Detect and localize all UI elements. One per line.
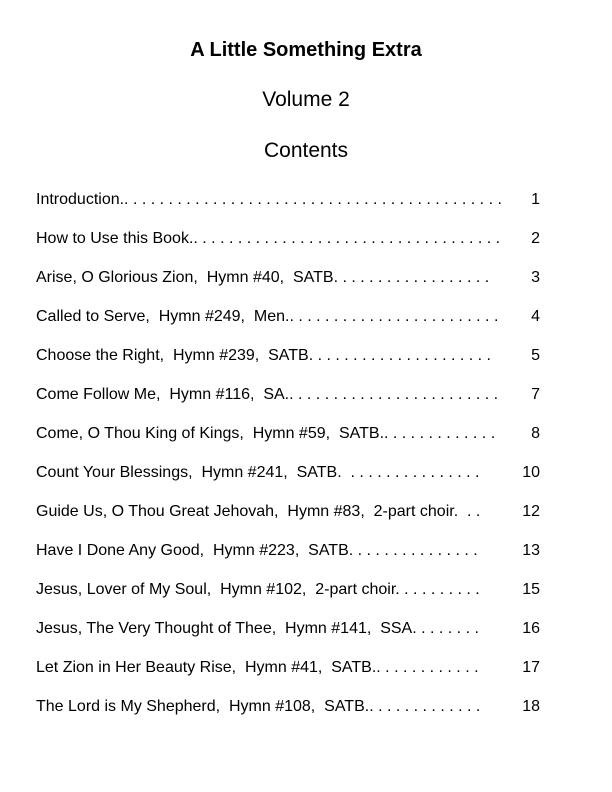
toc-entry bbox=[36, 422, 540, 461]
toc-entry-label: How to Use this Book.. . . . . . . . . . . . . . . . . . . . . . . . . . . . . . . . . . . bbox=[36, 230, 501, 247]
toc-entry-label: Let Zion in Her Beauty Rise, Hymn #41, SATB.. . . . . . . . . . . . bbox=[36, 659, 479, 676]
toc-entry-label: Jesus, The Very Thought of Thee, Hymn #141, SSA. . . . . . . . bbox=[36, 620, 479, 637]
toc-entry-page: 13 bbox=[522, 542, 540, 559]
toc-entry-label: Jesus, Lover of My Soul, Hymn #102, 2-part choir. . . . . . . . . . bbox=[36, 581, 480, 598]
toc-entry-page: 15 bbox=[522, 581, 540, 598]
toc-entry bbox=[36, 539, 540, 578]
toc-entry-page: 16 bbox=[522, 620, 540, 637]
toc-entry bbox=[36, 461, 540, 500]
toc-entry-page: 4 bbox=[531, 308, 540, 325]
toc-entry bbox=[36, 305, 540, 344]
toc-entry-label: Called to Serve, Hymn #249, Men.. . . . . . . . . . . . . . . . . . . . . . . . bbox=[36, 308, 499, 325]
toc-entry-label: Count Your Blessings, Hymn #241, SATB. . . . . . . . . . . . . . . . bbox=[36, 464, 480, 481]
toc-entry-label: Have I Done Any Good, Hymn #223, SATB. . . . . . . . . . . . . . . bbox=[36, 542, 478, 559]
toc-entry-page: 2 bbox=[531, 230, 540, 247]
contents-heading: Contents bbox=[263, 139, 349, 162]
toc-entry-page: 5 bbox=[531, 347, 540, 364]
toc-entry-label: Guide Us, O Thou Great Jehovah, Hymn #83, 2-part choir. . . bbox=[36, 503, 481, 520]
toc-entry bbox=[36, 188, 540, 227]
toc-entry-page: 3 bbox=[531, 269, 540, 286]
toc-entry bbox=[36, 695, 540, 734]
toc-entry-page: 10 bbox=[522, 464, 540, 481]
volume-label: Volume 2 bbox=[262, 88, 350, 111]
toc-entry bbox=[36, 656, 540, 695]
toc-entry-label: Come, O Thou King of Kings, Hymn #59, SATB.. . . . . . . . . . . . . bbox=[36, 425, 496, 442]
toc-entry-label: Choose the Right, Hymn #239, SATB. . . . . . . . . . . . . . . . . . . . . bbox=[36, 347, 491, 364]
toc-entry bbox=[36, 617, 540, 656]
toc-entry-page: 1 bbox=[531, 191, 540, 208]
toc-entry-page: 17 bbox=[522, 659, 540, 676]
toc-entry-page: 12 bbox=[522, 503, 540, 520]
table-of-contents bbox=[36, 188, 540, 734]
toc-entry-label: Arise, O Glorious Zion, Hymn #40, SATB. . . . . . . . . . . . . . . . . . bbox=[36, 269, 490, 286]
toc-entry-label: The Lord is My Shepherd, Hymn #108, SATB.. . . . . . . . . . . . . bbox=[36, 698, 481, 715]
toc-entry-page: 8 bbox=[531, 425, 540, 442]
toc-entry bbox=[36, 344, 540, 383]
toc-entry bbox=[36, 227, 540, 266]
toc-entry bbox=[36, 266, 540, 305]
toc-entry-page: 18 bbox=[522, 698, 540, 715]
toc-entry-label: Introduction.. . . . . . . . . . . . . . . . . . . . . . . . . . . . . . . . . . . . . . . . . . . bbox=[36, 191, 502, 208]
toc-entry bbox=[36, 578, 540, 617]
document-title: A Little Something Extra bbox=[190, 39, 422, 61]
toc-entry bbox=[36, 383, 540, 422]
toc-entry bbox=[36, 500, 540, 539]
toc-entry-label: Come Follow Me, Hymn #116, SA.. . . . . . . . . . . . . . . . . . . . . . . . bbox=[36, 386, 499, 403]
toc-entry-page: 7 bbox=[531, 386, 540, 403]
